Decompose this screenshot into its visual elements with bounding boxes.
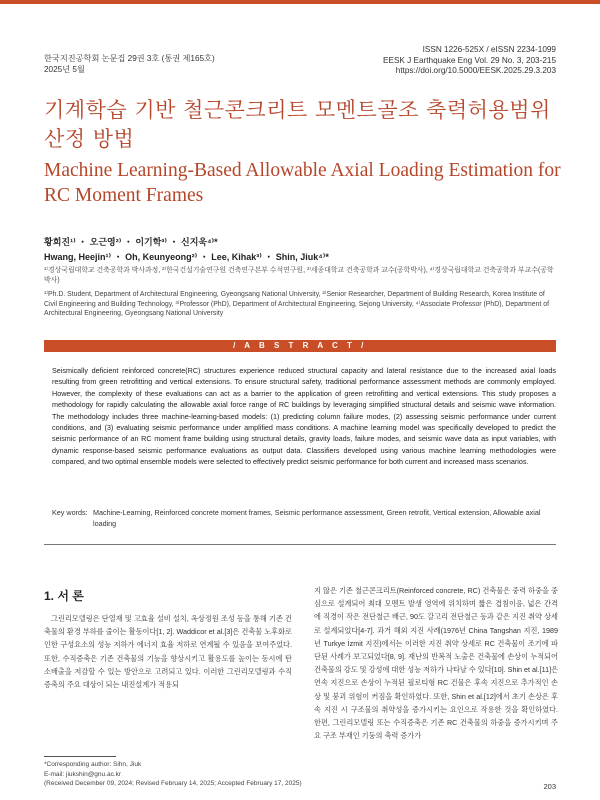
footnote-divider bbox=[44, 756, 116, 757]
abstract-banner bbox=[44, 340, 556, 352]
journal-header-left bbox=[44, 53, 215, 75]
section-heading: 1. 서 론 bbox=[44, 589, 84, 603]
journal-name-ko: 한국지진공학회 논문집 29권 3호 (통권 제165호) bbox=[44, 54, 215, 63]
doi-link[interactable]: https://doi.org/10.5000/EESK.2025.29.3.203 bbox=[395, 66, 556, 75]
body-column-right: 지 않은 기존 철근콘크리트(Reinforced concrete, RC) 건축물은 중력 하중을 중심으로 설계되어 최대 모멘트 발생 영역에 위치하며 짧은 겹침이음, 넓은 간격에 직경이 작은 전단철근 배근, 90도 갈고리 전단철근 등과 같은 지진 취약 상세로 설계되었다[4-7]. 과거 해외 지진 사례(1976년 China Tangshan 지진, 1989년 Turkye İzmit 지진)에서는 이러한 지진 취약 상세로 RC 건축물이 조기에 파단된 사례가 보고되었다[8, 9]. 재난의 반복적 노출은 건축물에 손상이 누적되어 건축물의 강도 및 강성에 대한 성능 저하가 나타날 수 있다[10]. Shin et al.[11]은 연속 지진으로 손상이 누적된 필로티형 RC 건물은 후속 지진으로 추가적인 손상 및 붕괴 위험이 커짐을 확인하였다. 또한, Shin et al.[12]에서 초기 손상은 후속 지진 시 구조물의 취약성을 증가시키는 요인으로 작용한 것을 확인하였다. 한편, 그린리모델링 또는 수직증축은 기존 RC 건축물의 하중을 증가시키며 주요 구조 부재인 기둥의 축력 증가가 bbox=[314, 586, 559, 741]
page-number: 203 bbox=[543, 782, 556, 791]
issn: ISSN 1226-525X / eISSN 2234-1099 bbox=[422, 45, 556, 54]
authors-ko: 황희진¹⁾ ・ 오근영²⁾ ・ 이기학³⁾ ・ 신지욱⁴⁾* bbox=[44, 237, 218, 247]
keywords-text: Machine-Learning, Reinforced concrete moment frames, Seismic performance assessment, Green retrofit, Vertical extension, Allowable axial loading bbox=[93, 508, 541, 528]
paper-title-en: Machine Learning-Based Allowable Axial Loading Estimation for RC Moment Frames bbox=[44, 160, 561, 206]
keywords-label: Key words: bbox=[52, 508, 88, 517]
journal-header-right bbox=[383, 45, 556, 77]
abstract-divider bbox=[44, 544, 556, 545]
abstract-text: Seismically deficient reinforced concrete(RC) structures experience reduced structural capacity and lateral resistance due to the increased axial loads resulting from green retrofitting and vertical extensions. To ensure structural safety, traditional performance assessment methods are commonly employed. However, the complexity of these evaluations can act as a barrier to the application of green retrofitting and vertical extensions. This study proposes a methodology for rapidly calculating the allowable axial force range of RC buildings by leveraging simplified structural details and seismic wave information. The methodology includes three machine-learning-based models: (1) predicting column failure modes, (2) assessing seismic performance under current conditions, and (3) evaluating seismic performance under amplified mass conditions. A machine learning model was specifically developed to predict the seismic performance of an RC moment frame building using structural details, gravity loads, failure modes, and seismic wave data as input variables, with dynamic response-based seismic performance evaluations as output data. Classifiers developed using various machine learning methodologies were compared, and two optimal ensemble models were selected to effectively predict seismic performance for both current and increased mass scenarios. bbox=[52, 366, 556, 467]
affiliations-ko: ¹⁾경상국립대학교 건축공학과 박사과정, ²⁾한국건설기술연구원 건축연구본부 수석연구원, ³⁾세종대학교 건축공학과 교수(공학박사), ⁴⁾경상국립대학교 건축공학과 부교수(공학박사) bbox=[44, 267, 554, 284]
affiliations-en: ¹⁾Ph.D. Student, Department of Architectural Engineering, Gyeongsang National University, ²⁾Senior Researcher, Department of Building Research, Korea Institute of Civil Engineering and Building Technology, ³⁾Professor (PhD), Department of Architectural Engineering, Sejong University, ⁴⁾Associate Professor (PhD), Department of Architectural Engineering, Gyeongsang National University bbox=[44, 291, 550, 318]
authors-en: Hwang, Heejin¹⁾ ・ Oh, Keunyeong²⁾ ・ Lee, Kihak³⁾ ・ Shin, Jiuk⁴⁾* bbox=[44, 252, 329, 262]
footnote bbox=[44, 760, 302, 789]
abstract-label: / A B S T R A C T / bbox=[233, 341, 367, 350]
journal-date-ko: 2025년 5월 bbox=[44, 65, 85, 74]
submission-dates: (Received December 09, 2024; Revised February 14, 2025; Accepted February 17, 2025) bbox=[44, 780, 302, 787]
corresponding-author: *Corresponding author: Sihn, Jiuk bbox=[44, 761, 142, 768]
author-email[interactable]: E-mail: jiukshin@gnu.ac.kr bbox=[44, 770, 122, 778]
paper-title-ko: 기계학습 기반 철근콘크리트 모멘트골조 축력허용범위 산정 방법 bbox=[44, 98, 551, 151]
body-column-left bbox=[44, 612, 292, 691]
top-accent-rule bbox=[0, 0, 600, 4]
citation: EESK J Earthquake Eng Vol. 29 No. 3, 203-215 bbox=[383, 55, 556, 65]
body-text-left: 그린리모델링은 단열재 및 고효율 설비 설치, 옥상정원 조성 등을 통해 기존 건축물의 환경 부하를 줄이는 활동이다[1, 2]. Waddicor et al.[3]은 건축물 노후화로 인한 구성요소의 성능 저하가 에너지 효율 저하로 연계될 수 있음을 보여주었다. 또한, 수직증축은 기존 건축물의 기능을 향상시키고 활용도를 높이는 동시에 탄소배출을 저감할 수 있는 방안으로 고려되고 있다. 이러한 그린리모델링과 수직증축의 주요 대상이 되는 내진설계가 적용되 bbox=[44, 614, 292, 690]
